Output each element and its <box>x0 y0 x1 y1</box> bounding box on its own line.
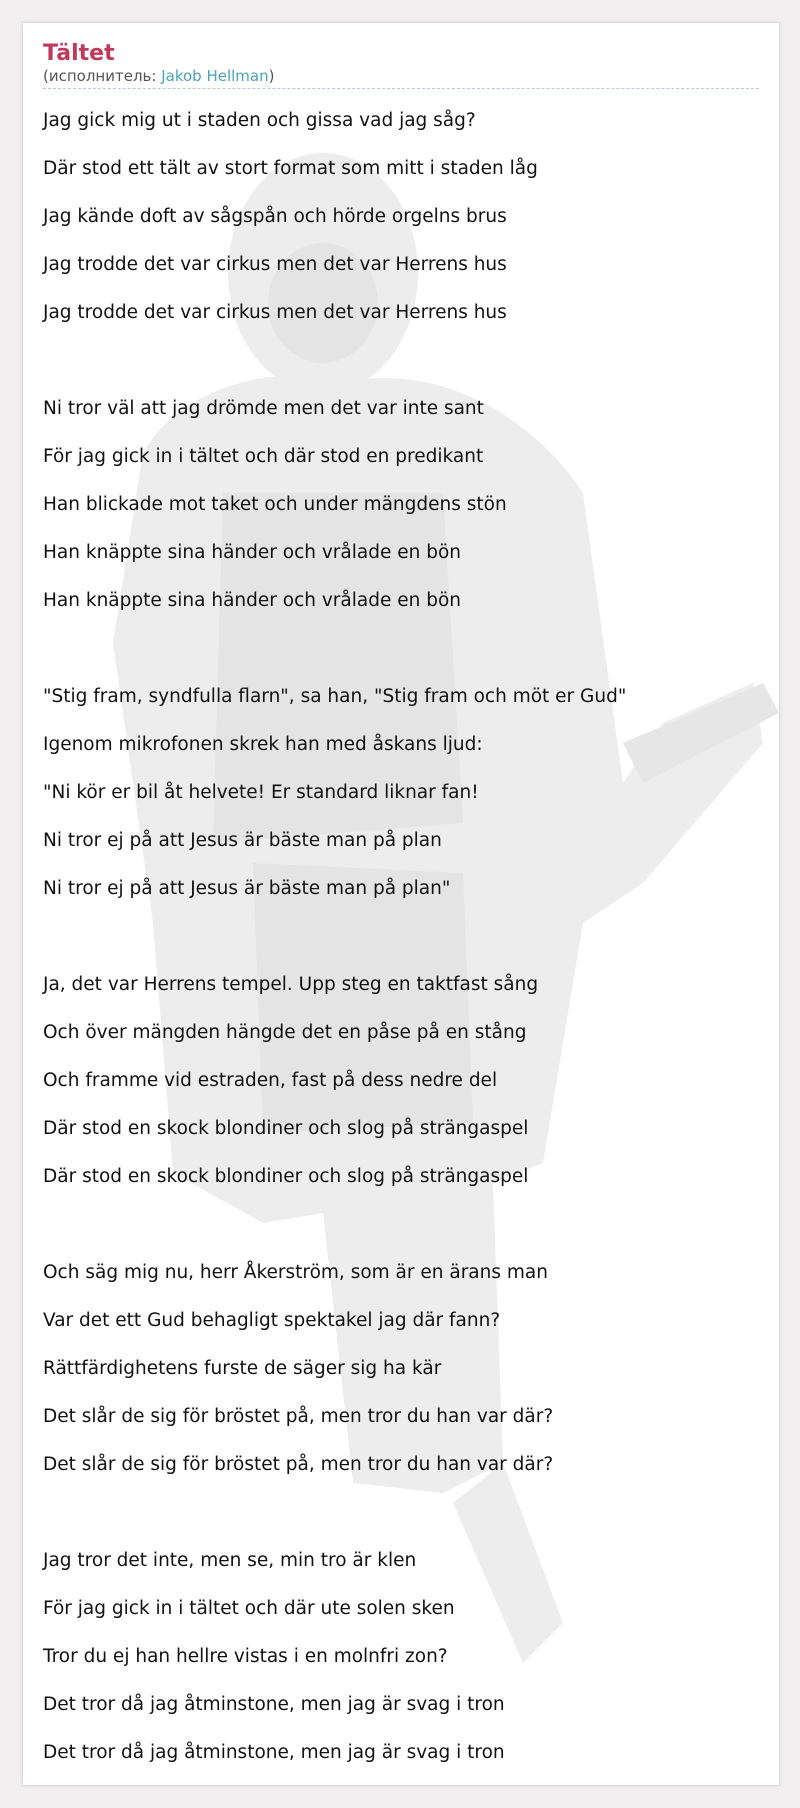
lyric-line: Han knäppte sina händer och vrålade en bön <box>43 542 461 563</box>
lyric-line: Igenom mikrofonen skrek han med åskans ljud: <box>43 734 483 755</box>
lyric-line: Rättfärdighetens furste de säger sig ha kär <box>43 1358 442 1379</box>
lyric-line: Ni tror ej på att Jesus är bäste man på plan <box>43 830 442 851</box>
performer-link[interactable]: Jakob Hellman <box>161 67 269 85</box>
performer-suffix: ) <box>268 67 275 85</box>
lyric-line: Ja, det var Herrens tempel. Upp steg en taktfast sång <box>43 974 539 995</box>
lyric-line: Han blickade mot taket och under mängdens stön <box>43 494 507 515</box>
lyric-line: Tror du ej han hellre vistas i en molnfri zon? <box>43 1646 448 1667</box>
lyrics-body <box>43 97 759 1777</box>
performer-line <box>43 67 759 89</box>
lyric-line: Var det ett Gud behagligt spektakel jag där fann? <box>43 1310 501 1331</box>
stanza <box>43 1249 759 1489</box>
lyric-line: "Stig fram, syndfulla flarn", sa han, "Stig fram och möt er Gud" <box>43 686 627 707</box>
performer-prefix: (исполнитель: <box>43 67 162 85</box>
lyric-line: Där stod en skock blondiner och slog på strängaspel <box>43 1118 529 1139</box>
lyric-line: Jag trodde det var cirkus men det var Herrens hus <box>43 302 507 323</box>
lyric-line: Och säg mig nu, herr Åkerström, som är en ärans man <box>43 1262 548 1283</box>
lyric-line: Det slår de sig för bröstet på, men tror du han var där? <box>43 1454 554 1475</box>
lyrics-content <box>43 41 759 1786</box>
lyric-line: Han knäppte sina händer och vrålade en bön <box>43 590 461 611</box>
lyric-line: "Ni kör er bil åt helvete! Er standard liknar fan! <box>43 782 479 803</box>
lyric-line: Jag tror det inte, men se, min tro är klen <box>43 1550 417 1571</box>
lyric-line: Jag gick mig ut i staden och gissa vad jag såg? <box>43 110 476 131</box>
lyric-line: Jag kände doft av sågspån och hörde orgelns brus <box>43 206 507 227</box>
lyric-line: För jag gick in i tältet och där stod en predikant <box>43 446 484 467</box>
lyric-line: Ni tror ej på att Jesus är bäste man på plan" <box>43 878 451 899</box>
lyric-line: Där stod en skock blondiner och slog på strängaspel <box>43 1166 529 1187</box>
lyric-line: Det slår de sig för bröstet på, men tror du han var där? <box>43 1406 554 1427</box>
lyrics-card <box>22 22 780 1786</box>
lyric-line: Och framme vid estraden, fast på dess nedre del <box>43 1070 498 1091</box>
lyric-line: Det tror då jag åtminstone, men jag är svag i tron <box>43 1694 505 1715</box>
lyric-line: Ni tror väl att jag drömde men det var inte sant <box>43 398 484 419</box>
stanza <box>43 673 759 913</box>
lyric-line: Där stod ett tält av stort format som mitt i staden låg <box>43 158 538 179</box>
lyric-line: Jag trodde det var cirkus men det var Herrens hus <box>43 254 507 275</box>
stanza <box>43 385 759 625</box>
stanza <box>43 1537 759 1777</box>
lyric-line: Det tror då jag åtminstone, men jag är svag i tron <box>43 1742 505 1763</box>
lyric-line: För jag gick in i tältet och där ute solen sken <box>43 1598 455 1619</box>
song-title: Tältet <box>43 41 115 66</box>
stanza <box>43 97 759 337</box>
lyric-line: Och över mängden hängde det en påse på en stång <box>43 1022 527 1043</box>
stanza <box>43 961 759 1201</box>
